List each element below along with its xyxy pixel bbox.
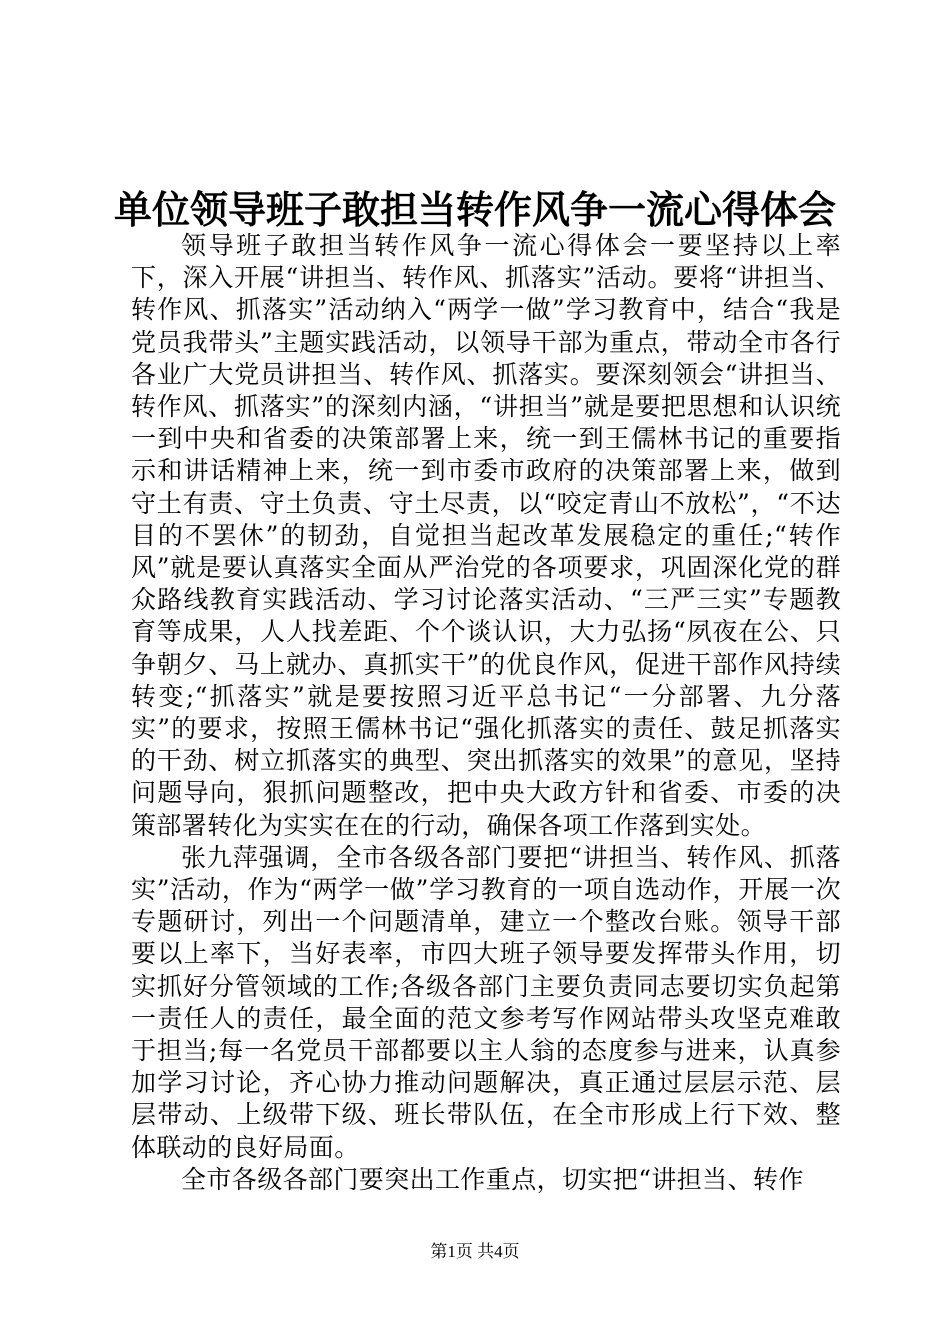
document-title: 单位领导班子敢担当转作风争一流心得体会	[113, 187, 836, 232]
paragraph-3: 全市各级各部门要突出工作重点，切实把“讲担当、转作	[181, 1164, 804, 1194]
paragraph-2: 张九萍强调，全市各级各部门要把“讲担当、转作风、抓落实”活动，作为“两学一做”学习教育的一项自选动作，开展一次专题研讨，列出一个问题清单，建立一个整改台账。领导干部要以上率下，当好表率，市四大班子领导要发挥带头作用，切实抓好分管领域的工作;各级各部门主要负责同志要切实负起第一责任人的责任，最全面的范文参考写作网站带头攻坚克难敢于担当;每一名党员干部都要以主人翁的态度参与进来，认真参加学习讨论，齐心协力推动问题解决，真正通过层层示范、层层带动、上级带下级、班长带队伍，在全市形成上行下效、整体联动的良好局面。	[131, 842, 841, 1162]
page-number-footer: 第1页 共4页	[430, 1242, 520, 1261]
document-body	[131, 230, 841, 1196]
paragraph-1: 领导班子敢担当转作风争一流心得体会一要坚持以上率下，深入开展“讲担当、转作风、抓落实”活动。要将“讲担当、转作风、抓落实”活动纳入“两学一做”学习教育中，结合“我是党员我带头”主题实践活动，以领导干部为重点，带动全市各行各业广大党员讲担当、转作风、抓落实。要深刻领会“讲担当、转作风、抓落实”的深刻内涵，“讲担当”就是要把思想和认识统一到中央和省委的决策部署上来，统一到王儒林书记的重要指示和讲话精神上来，统一到市委市政府的决策部署上来，做到守土有责、守土负责、守土尽责，以“咬定青山不放松”，“不达目的不罢休”的韧劲，自觉担当起改革发展稳定的重任;“转作风”就是要认真落实全面从严治党的各项要求，巩固深化党的群众路线教育实践活动、学习讨论落实活动、“三严三实”专题教育等成果，人人找差距、个个谈认识，大力弘扬“夙夜在公、只争朝夕、马上就办、真抓实干”的优良作风，促进干部作风持续转变;“抓落实”就是要按照习近平总书记“一分部署、九分落实”的要求，按照王儒林书记“强化抓落实的责任、鼓足抓落实的干劲、树立抓落实的典型、突出抓落实的效果”的意见，坚持问题导向，狠抓问题整改，把中央大政方针和省委、市委的决策部署转化为实实在在的行动，确保各项工作落到实处。	[131, 231, 841, 840]
